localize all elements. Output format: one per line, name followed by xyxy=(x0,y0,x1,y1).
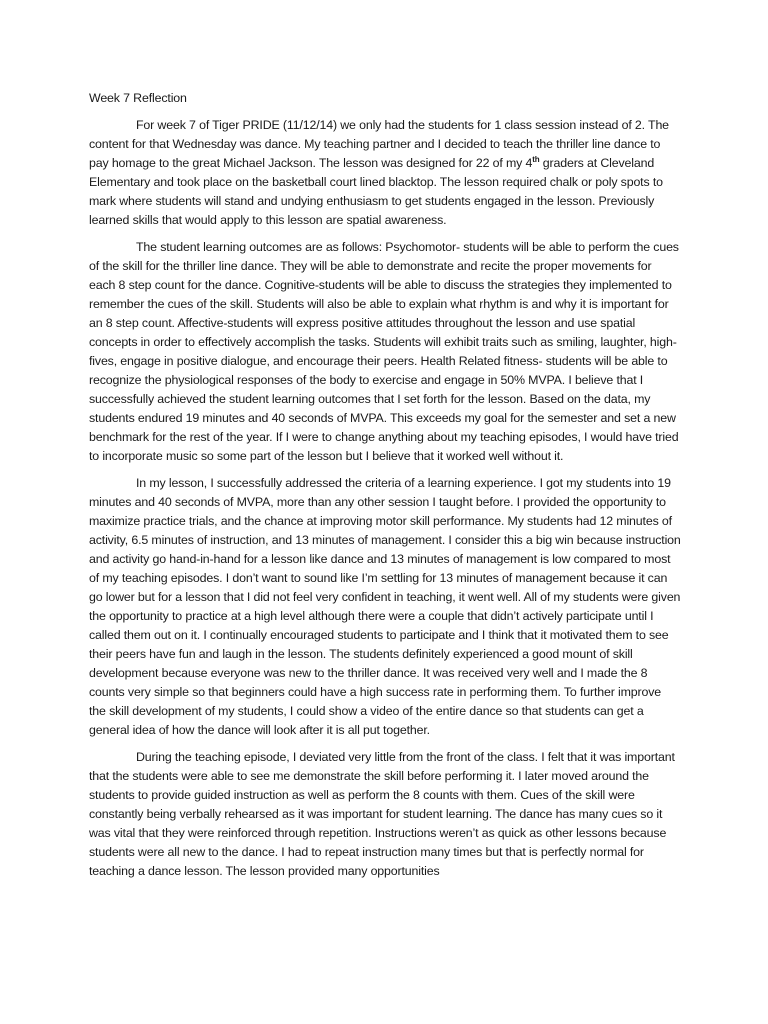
paragraph-learning-outcomes: The student learning outcomes are as follows: Psychomotor- students will be able to perform the cues of the skill for the thriller line dance. They will be able to demonstrate and recite the proper movements for each 8 step count for the dance. Cognitive-students will be able to discuss the strategies they implemented to remember the cues of the skill. Students will also be able to explain what rhythm is and why it is important for an 8 step count. Affective-students will express positive attitudes throughout the lesson and use spatial concepts in order to effectively accomplish the tasks. Students will exhibit traits such as smiling, laughter, high-fives, engage in positive dialogue, and encourage their peers. Health Related fitness- students will be able to recognize the physiological responses of the body to exercise and engage in 50% MVPA. I believe that I successfully achieved the student learning outcomes that I set forth for the lesson. Based on the data, my students endured 19 minutes and 40 seconds of MVPA. This exceeds my goal for the semester and set a new benchmark for the rest of the year. If I were to change anything about my teaching episodes, I would have tried to incorporate music so some part of the lesson but I believe that it worked well without it. xyxy=(89,240,679,463)
paragraph-teaching-episode: During the teaching episode, I deviated very little from the front of the class. I felt that it was important that the students were able to see me demonstrate the skill before performing it. I later moved around the students to provide guided instruction as well as perform the 8 counts with them. Cues of the skill were constantly being verbally rehearsed as it was important for student learning. The dance has many cues so it was vital that they were reinforced through repetition. Instructions weren’t as quick as other lessons because students were all new to the dance. I had to repeat instruction many times but that is perfectly normal for teaching a dance lesson. The lesson provided many opportunities xyxy=(89,750,675,878)
paragraph-intro-text-end: graders at Cleveland Elementary and took place on the basketball court lined blacktop. The lesson required chalk or poly spots to mark where students will stand and undying enthusiasm to get students engaged in the lesson. Previously learned skills that would apply to this lesson are spatial awareness. xyxy=(89,156,663,227)
paragraph-intro-text-start: For week 7 of Tiger PRIDE (11/12/14) we only had the students for 1 class session instead of 2. The content for that Wednesday was dance. My teaching partner and I decided to teach the thriller line dance to pay homage to the great Michael Jackson. The lesson was designed for 22 of my 4 xyxy=(89,118,669,170)
paragraph-learning-experience: In my lesson, I successfully addressed the criteria of a learning experience. I got my students into 19 minutes and 40 seconds of MVPA, more than any other session I taught before. I provided the opportunity to maximize practice trials, and the chance at improving motor skill performance. My students had 12 minutes of activity, 6.5 minutes of instruction, and 13 minutes of management. I consider this a big win because instruction and activity go hand-in-hand for a lesson like dance and 13 minutes of management is low compared to most of my teaching episodes. I don’t want to sound like I’m settling for 13 minutes of management because it can go lower but for a lesson that I did not feel very confident in teaching, it went well. All of my students were given the opportunity to practice at a high level although there were a couple that didn’t actively participate until I called them out on it. I continually encouraged students to participate and I think that it motivated them to see their peers have fun and laugh in the lesson. The students definitely experienced a good mount of skill development because everyone was new to the thriller dance. It was received very well and I made the 8 counts very simple so that beginners could have a high success rate in performing them. To further improve the skill development of my students, I could show a video of the entire dance so that students can get a general idea of how the dance will look after it is all put together. xyxy=(89,476,681,737)
ordinal-superscript: th xyxy=(532,154,540,164)
document-title: Week 7 Reflection xyxy=(89,91,187,105)
document-body xyxy=(89,89,681,889)
paragraph-intro xyxy=(89,116,681,230)
